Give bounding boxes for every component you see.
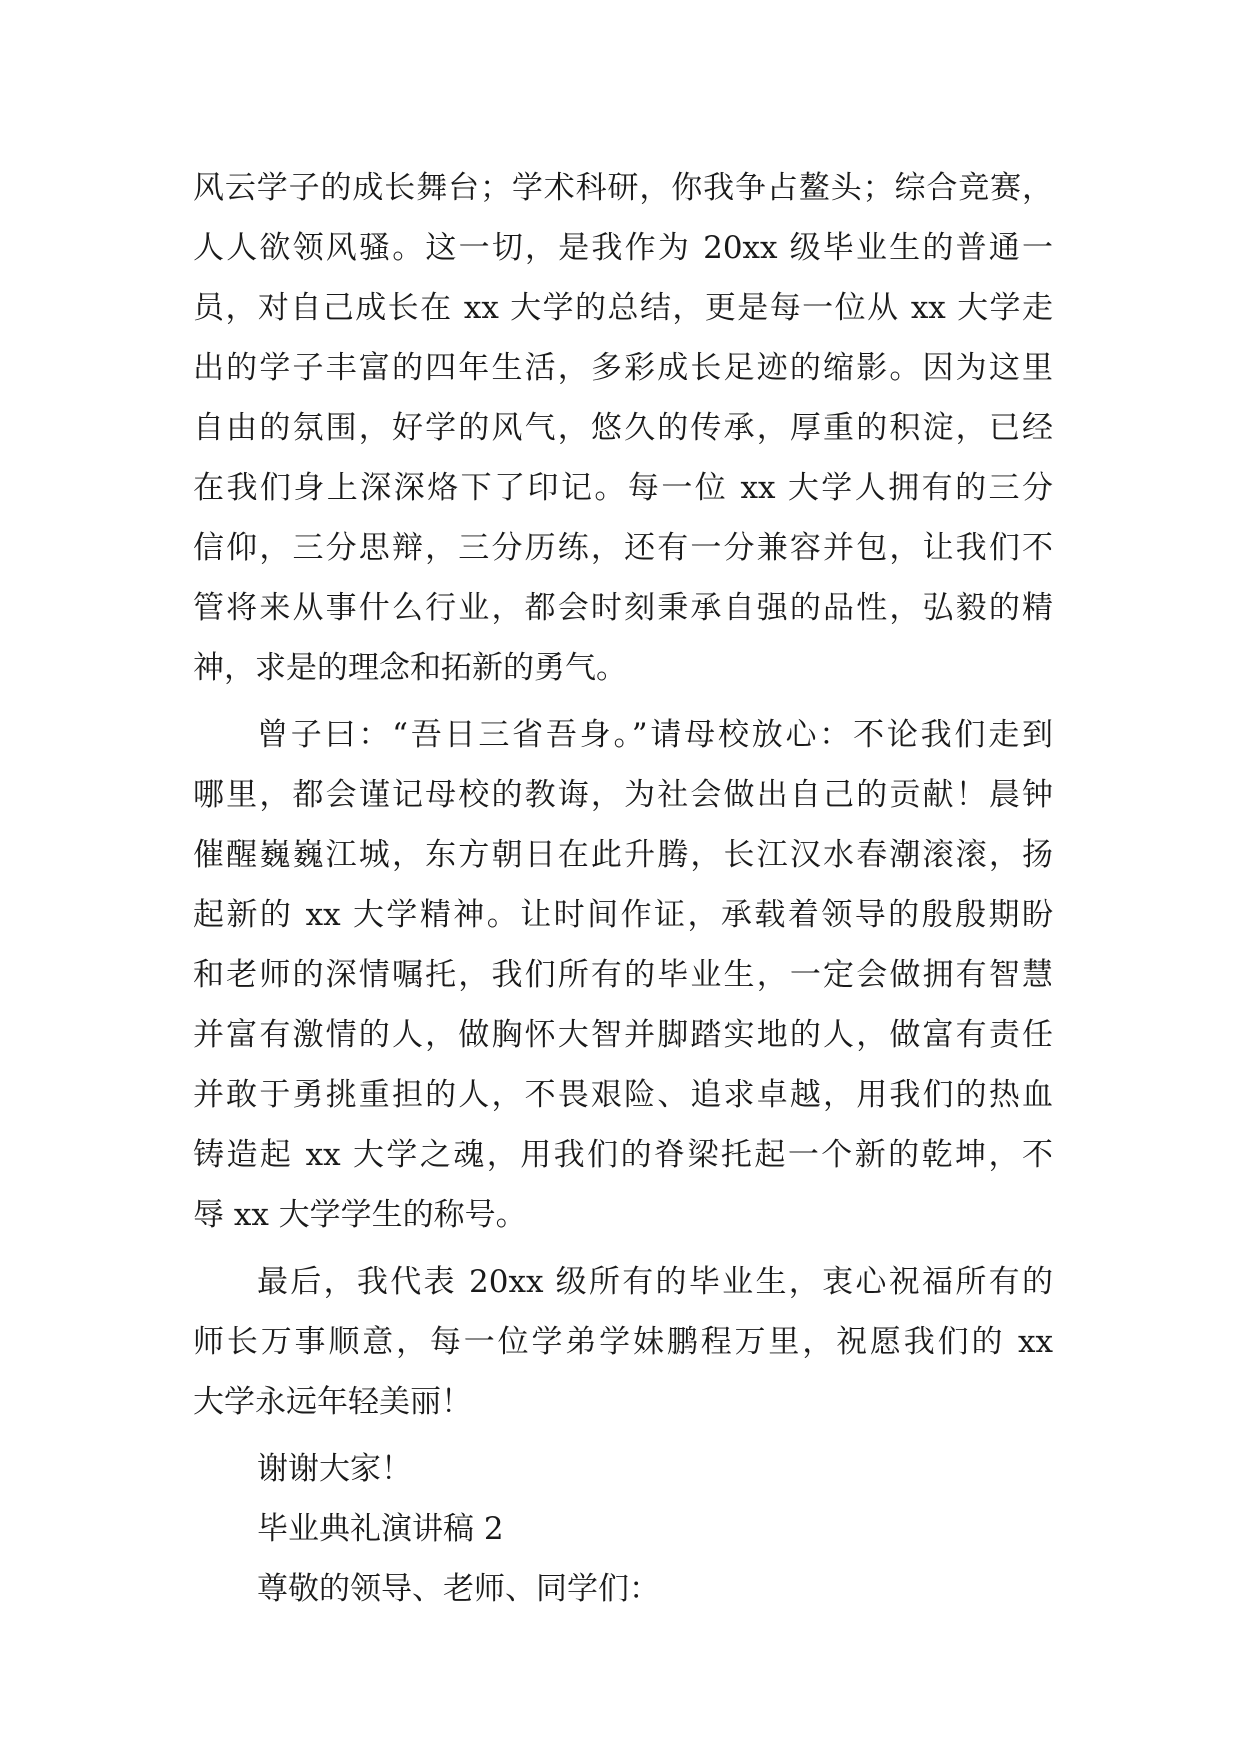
text-line-16: 并敢于勇挑重担的人，不畏艰险、追求卓越，用我们的热血 <box>193 1077 1053 1113</box>
text-line-20: 师长万事顺意，每一位学弟学妹鹏程万里，祝愿我们的 xx <box>193 1324 1053 1360</box>
text-line-7: 信仰，三分思辩，三分历练，还有一分兼容并包，让我们不 <box>193 530 1053 566</box>
text-line-18: 辱 xx 大学学生的称号。 <box>193 1197 527 1233</box>
text-line-8: 管将来从事什么行业，都会时刻秉承自强的品性，弘毅的精 <box>193 590 1053 626</box>
document-body <box>193 158 1053 1619</box>
text-line-14: 和老师的深情嘱托，我们所有的毕业生，一定会做拥有智慧 <box>193 957 1053 993</box>
text-line-4: 出的学子丰富的四年生活，多彩成长足迹的缩影。因为这里 <box>193 350 1053 386</box>
salutation: 尊敬的领导、老师、同学们： <box>257 1571 660 1607</box>
paragraph-start-line: 曾子曰：“吾日三省吾身。”请母校放心：不论我们走到 <box>257 717 1053 753</box>
text-line-17: 铸造起 xx 大学之魂，用我们的脊梁托起一个新的乾坤，不 <box>193 1137 1053 1173</box>
text-line-1: 风云学子的成长舞台；学术科研，你我争占鳌头；综合竞赛， <box>193 170 1053 206</box>
closing-thanks: 谢谢大家！ <box>257 1451 412 1487</box>
paragraph-start-line: 最后，我代表 20xx 级所有的毕业生，衷心祝福所有的 <box>257 1264 1053 1300</box>
text-line-2: 人人欲领风骚。这一切，是我作为 20xx 级毕业生的普通一 <box>193 230 1053 266</box>
section-heading: 毕业典礼演讲稿 2 <box>257 1511 504 1547</box>
text-line-11: 哪里，都会谨记母校的教诲，为社会做出自己的贡献！晨钟 <box>193 777 1053 813</box>
text-line-5: 自由的氛围，好学的风气，悠久的传承，厚重的积淀，已经 <box>193 410 1053 446</box>
text-line-3: 员，对自己成长在 xx 大学的总结，更是每一位从 xx 大学走 <box>193 290 1053 326</box>
text-line-15: 并富有激情的人，做胸怀大智并脚踏实地的人，做富有责任 <box>193 1017 1053 1053</box>
text-line-6: 在我们身上深深烙下了印记。每一位 xx 大学人拥有的三分 <box>193 470 1053 506</box>
text-line-21: 大学永远年轻美丽！ <box>193 1384 472 1420</box>
text-line-9: 神，求是的理念和拓新的勇气。 <box>193 650 627 686</box>
text-line-12: 催醒巍巍江城，东方朝日在此升腾，长江汉水春潮滚滚，扬 <box>193 837 1053 873</box>
text-line-13: 起新的 xx 大学精神。让时间作证，承载着领导的殷殷期盼 <box>193 897 1053 933</box>
